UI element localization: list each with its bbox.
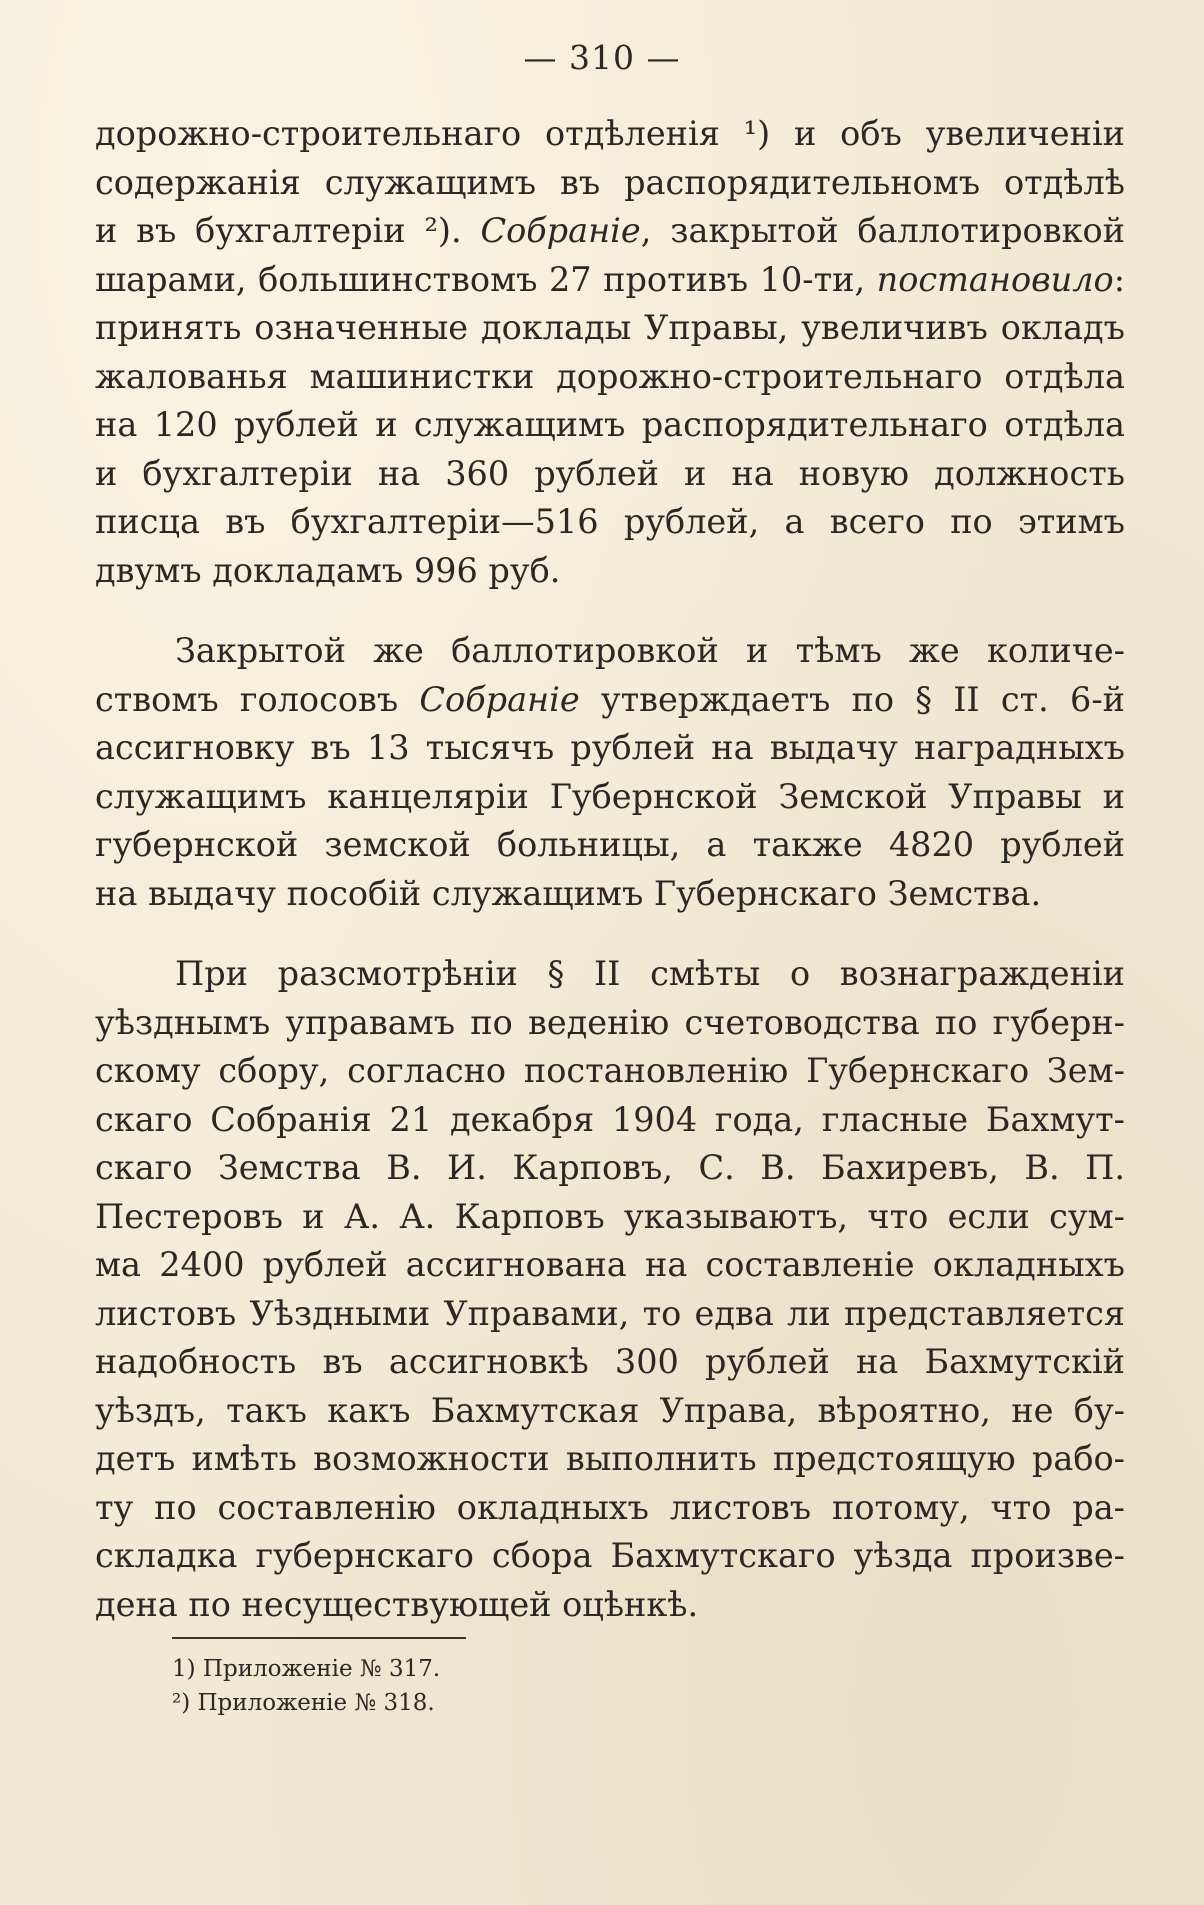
text-line: уѣздъ, такъ какъ Бахмутская Управа, вѣроятно, не бу- — [95, 1390, 1125, 1430]
text-line: принять означенные доклады Управы, увеличивъ окладъ — [95, 308, 1125, 347]
text-line: скаго Собранія 21 декабря 1904 года, гласные Бахмут- — [95, 1099, 1125, 1139]
text-line: надобность въ ассигновкѣ 300 рублей на Бахмутскій — [95, 1342, 1125, 1381]
footnote-divider — [172, 1637, 466, 1639]
paragraph-1 — [95, 110, 1125, 595]
text-line: писца въ бухгалтеріи—516 рублей, а всего по этимъ — [95, 502, 1125, 541]
text-line: Пестеровъ и А. А. Карповъ указываютъ, что если сум- — [95, 1196, 1125, 1236]
text-line: жалованья машинистки дорожно-строительнаго отдѣла — [95, 356, 1125, 396]
paragraph-3 — [95, 950, 1125, 1629]
footnotes — [172, 1652, 440, 1720]
text-line: двумъ докладамъ 996 руб. — [95, 550, 561, 590]
text-line: дорожно-строительнаго отдѣленія ¹) и объ увеличеніи — [95, 114, 1125, 153]
text-line: на выдачу пособій служащимъ Губернскаго Земства. — [95, 873, 1042, 913]
footnote-1: 1) Приложеніе № 317. — [172, 1656, 441, 1682]
page-number: — 310 — — [523, 38, 681, 77]
text-line: дена по несуществующей оцѣнкѣ. — [95, 1584, 699, 1624]
text-line: на 120 рублей и служащимъ распорядительнаго отдѣла — [95, 405, 1125, 444]
text-line: детъ имѣть возможности выполнить предстоящую рабо- — [95, 1439, 1125, 1478]
text-line: При разсмотрѣніи § II смѣты о вознагражденіи — [175, 954, 1125, 993]
text-line: ту по составленію окладныхъ листовъ потому, что ра- — [95, 1487, 1125, 1527]
text-line: и бухгалтеріи на 360 рублей и на новую должность — [95, 453, 1125, 493]
text-line: шарами, большинствомъ 27 противъ 10-ти, постановило: — [95, 259, 1125, 299]
text-line: уѣзднымъ управамъ по веденію счетоводства по губерн- — [95, 1002, 1125, 1042]
text-line: ствомъ голосовъ Собраніе утверждаетъ по § II ст. 6-й — [95, 679, 1125, 719]
body-text — [95, 110, 1125, 1629]
text-line: и въ бухгалтеріи ²). Собраніе, закрытой баллотировкой — [95, 211, 1126, 250]
text-line: складка губернскаго сбора Бахмутскаго уѣзда произве- — [95, 1536, 1125, 1575]
text-line: скаго Земства В. И. Карповъ, С. В. Бахиревъ, В. П. — [95, 1148, 1125, 1187]
text-line: скому сбору, согласно постановленію Губернскаго Зем- — [95, 1051, 1125, 1090]
text-line: листовъ Уѣздными Управами, то едва ли представляется — [95, 1293, 1125, 1333]
text-line: служащимъ канцеляріи Губернской Земской Управы и — [95, 776, 1125, 816]
footnote-2: ²) Приложеніе № 318. — [172, 1690, 435, 1716]
text-line: Закрытой же баллотировкой и тѣмъ же количе- — [175, 631, 1125, 670]
text-line: ассигновку въ 13 тысячъ рублей на выдачу наградныхъ — [95, 728, 1125, 767]
text-line: содержанія служащимъ въ распорядительномъ отдѣлѣ — [95, 162, 1125, 202]
text-line: губернской земской больницы, а также 4820 рублей — [95, 825, 1125, 864]
paragraph-2 — [95, 627, 1125, 918]
text-line: ма 2400 рублей ассигнована на составленіе окладныхъ — [95, 1245, 1125, 1284]
